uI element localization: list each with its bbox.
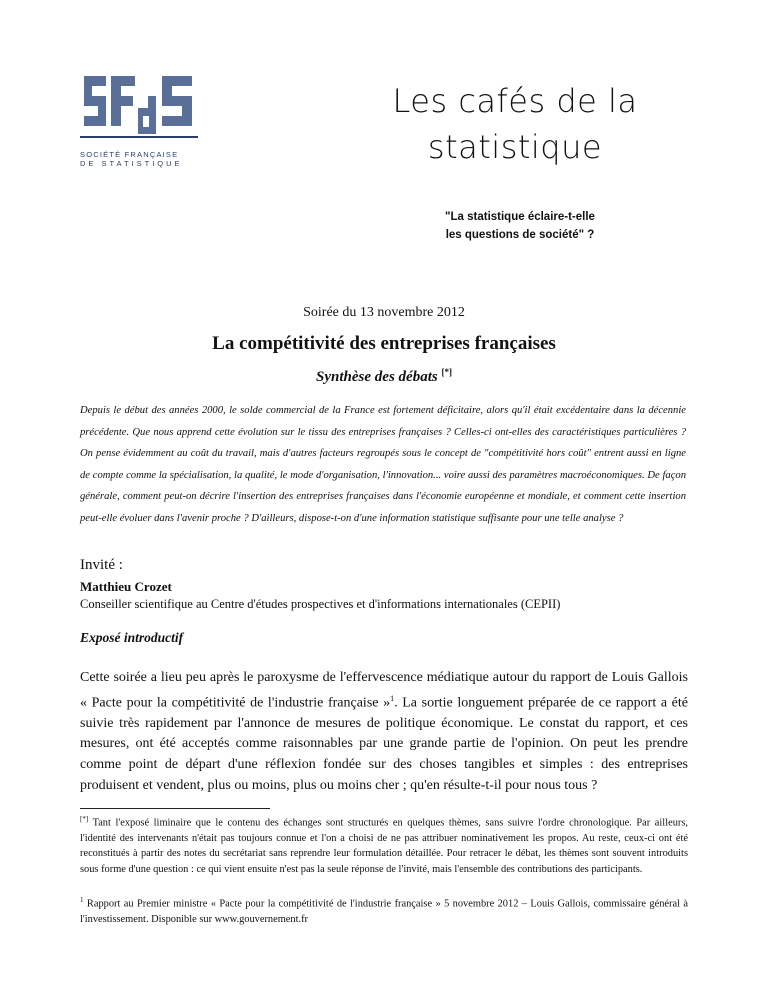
- sfds-logo-mark: [80, 70, 198, 148]
- cafes-title-line1: Les cafés de la: [392, 82, 638, 120]
- logo-text-line2: DE STATISTIQUE: [80, 159, 183, 168]
- document-title: La compétitivité des entreprises françaises: [212, 333, 556, 354]
- footnote-separator: [80, 808, 270, 809]
- footnote-star-mark: [*]: [80, 815, 89, 823]
- expose-text-before: Cette soirée a lieu peu après le paroxysme de l'effervescence médiatique autour du rapport de Louis Gallois « Pacte pour la compétitivité de l'industrie française »: [80, 670, 688, 711]
- tagline-line1: "La statistique éclaire-t-elle: [445, 211, 595, 223]
- document-subtitle: [0, 367, 768, 386]
- event-date: Soirée du 13 novembre 2012: [303, 305, 465, 320]
- abstract: Depuis le début des années 2000, le solde commercial de la France est fortement déficitaire, alors qu'il était excédentaire dans la décennie précédente. Que nous apprend cette évolution sur le tissu des entreprises françaises ? Celles-ci ont-elles des caractéristiques particulières ? On pense évidemment au coût du travail, mais d'autres facteurs regroupés sous le concept de "compétitivité hors coût" entrent aussi en ligne de compte comme la spécialisation, la qualité, le mode d'organisation, l'innovation... voire aussi des paramètres macroéconomiques. De façon générale, comment peut-on décrire l'insertion des entreprises françaises dans l'économie européenne et mondiale, et comment cette insertion peut-elle évoluer dans l'avenir proche ? D'ailleurs, dispose-t-on d'une information statistique suffisante pour une telle analyse ?: [80, 405, 686, 524]
- guest-role: Conseiller scientifique au Centre d'études prospectives et d'informations internationales (CEPII): [80, 597, 561, 611]
- cafes-title: [380, 78, 650, 170]
- footnote-star-text: Tant l'exposé liminaire que le contenu des échanges sont structurés en quelques thèmes, sans suivre l'ordre chronologique. Par ailleurs, l'identité des intervenants n'était pas toujours connue et l'on a choisi de ne pas attribuer nominativement les propos. Au reste, ceux-ci ont été reconstitués à partir des notes du secrétariat sans reprendre leur formulation détaillée. Pour retracer le débat, les thèmes sont souvent introduits sous forme d'une question : ce qui vient ensuite n'est pas la seule réponse de l'invité, mais l'ensemble des contributions des participants.: [80, 817, 688, 875]
- expose-heading: Exposé introductif: [80, 630, 184, 645]
- sfds-logo: [80, 70, 198, 168]
- subtitle-text: Synthèse des débats: [316, 369, 438, 385]
- footnote-1: [80, 893, 688, 927]
- footnote-star: [80, 812, 688, 877]
- guest-name: Matthieu Crozet: [80, 579, 172, 594]
- tagline-line2: les questions de société" ?: [445, 229, 595, 241]
- footnote-ref-1: 1: [390, 693, 395, 703]
- tagline: [400, 208, 640, 244]
- cafes-title-line2: statistique: [427, 128, 603, 166]
- expose-text-after: . La sortie longuement préparée de ce rapport a été suivie très rapidement par l'annonce de mesures de politique économique. Le constat du rapport, et ces mesures, ont été acceptés comme raisonnables par une grande partie de l'opinion. On peut les prendre comme point de départ d'une réflexion fondée sur des choses tangibles et simples : des entreprises produisent et vendent, plus ou moins, plus ou moins cher ; qu'en résulte-t-il pour nous tous ?: [80, 695, 688, 793]
- subtitle-footnote-ref: [*]: [441, 367, 452, 377]
- expose-paragraph: [80, 668, 688, 796]
- footnote-1-text: Rapport au Premier ministre « Pacte pour la compétitivité de l'industrie française » 5 novembre 2012 – Louis Gallois, commissaire général à l'investissement. Disponible sur www.gouvernement.fr: [80, 898, 688, 925]
- footnote-1-mark: 1: [80, 896, 84, 904]
- guest-heading: Invité :: [80, 557, 123, 573]
- logo-text-line1: SOCIÉTÉ FRANÇAISE: [80, 150, 179, 159]
